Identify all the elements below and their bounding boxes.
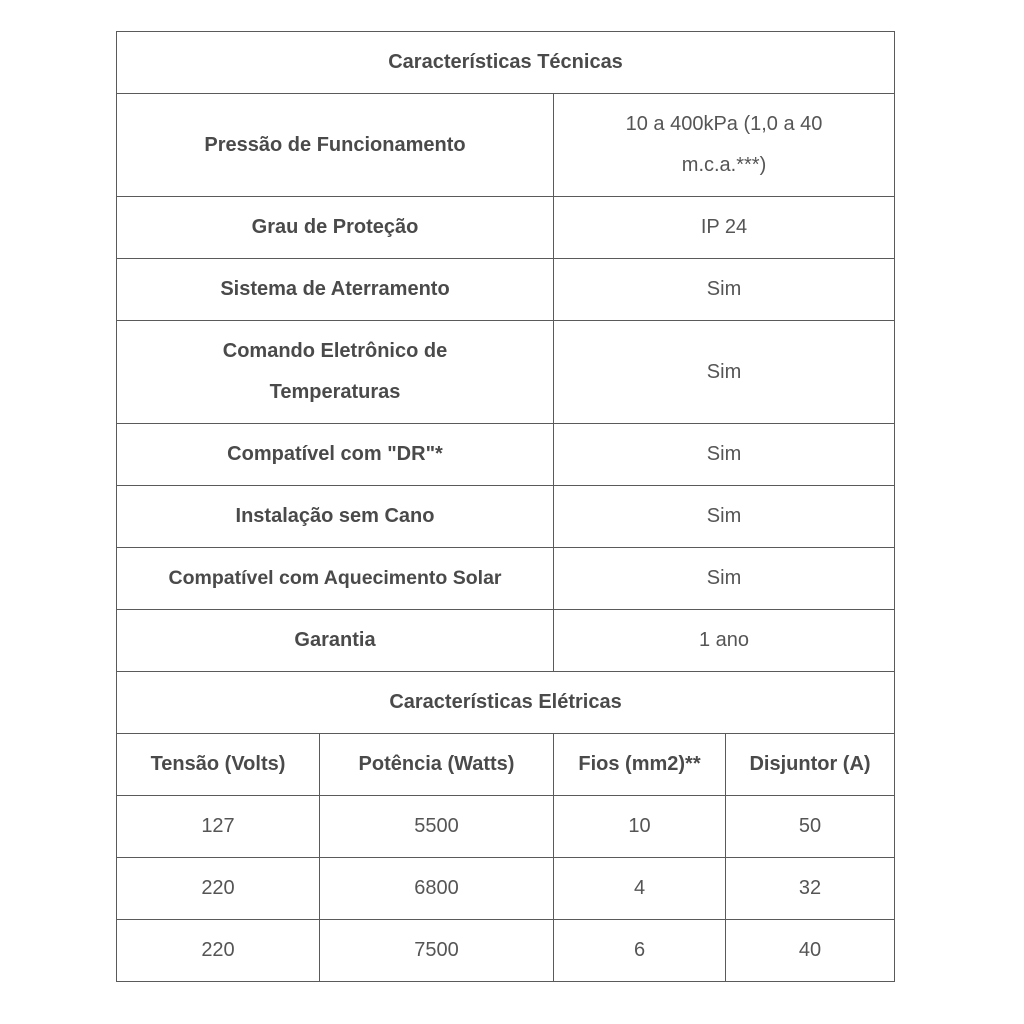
column-header: Fios (mm2)** [554, 734, 726, 796]
table-row [117, 259, 895, 321]
spec-value: 10 a 400kPa (1,0 a 40 m.c.a.***) [554, 94, 895, 197]
table-cell: 50 [726, 796, 895, 858]
table-cell: 4 [554, 858, 726, 920]
table-row [117, 548, 895, 610]
table-cell: 10 [554, 796, 726, 858]
table-cell: 32 [726, 858, 895, 920]
table-row [117, 94, 895, 197]
spec-value: Sim [554, 259, 895, 321]
table-row [117, 486, 895, 548]
spec-label: Pressão de Funcionamento [117, 94, 554, 197]
table-cell: 220 [117, 920, 320, 982]
table-cell: 6 [554, 920, 726, 982]
spec-label: Compatível com Aquecimento Solar [117, 548, 554, 610]
spec-value: 1 ano [554, 610, 895, 672]
elec-section-title: Características Elétricas [117, 672, 895, 734]
table-row [117, 321, 895, 424]
table-cell: 6800 [320, 858, 554, 920]
spec-label: Grau de Proteção [117, 197, 554, 259]
table-row [117, 920, 895, 982]
spec-label: Instalação sem Cano [117, 486, 554, 548]
table-row [117, 858, 895, 920]
table-row [117, 197, 895, 259]
tech-section-title: Características Técnicas [117, 32, 895, 94]
tech-title-row [117, 32, 895, 94]
table-row [117, 796, 895, 858]
spec-label: Sistema de Aterramento [117, 259, 554, 321]
spec-value: Sim [554, 548, 895, 610]
elec-header-row [117, 734, 895, 796]
specifications-table [116, 31, 895, 982]
spec-label: Compatível com "DR"* [117, 424, 554, 486]
table-cell: 7500 [320, 920, 554, 982]
table-cell: 40 [726, 920, 895, 982]
column-header: Tensão (Volts) [117, 734, 320, 796]
spec-value: Sim [554, 321, 895, 424]
table-cell: 127 [117, 796, 320, 858]
column-header: Potência (Watts) [320, 734, 554, 796]
elec-title-row [117, 672, 895, 734]
column-header: Disjuntor (A) [726, 734, 895, 796]
table-row [117, 424, 895, 486]
spec-value: Sim [554, 424, 895, 486]
table-cell: 220 [117, 858, 320, 920]
spec-label: Comando Eletrônico de Temperaturas [117, 321, 554, 424]
spec-value: IP 24 [554, 197, 895, 259]
table-row [117, 610, 895, 672]
spec-label: Garantia [117, 610, 554, 672]
table-cell: 5500 [320, 796, 554, 858]
spec-value: Sim [554, 486, 895, 548]
